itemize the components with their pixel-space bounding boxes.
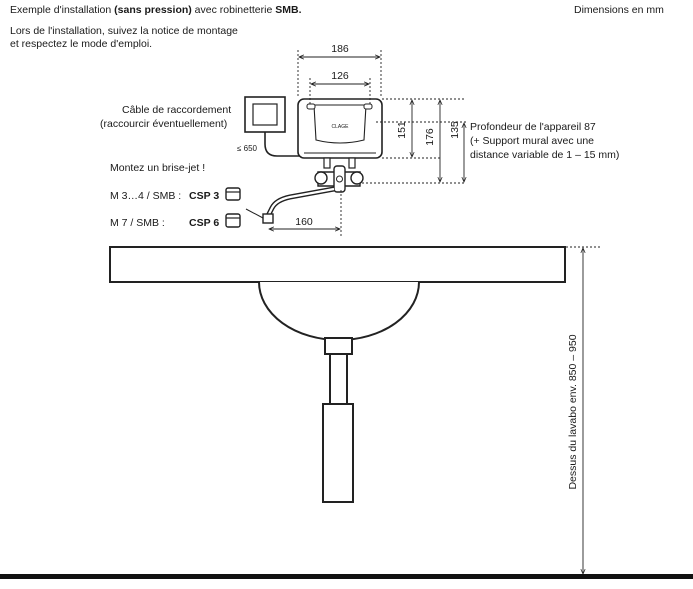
water-heater [298,99,382,158]
aerator-title: Montez un brise-jet ! [110,162,206,174]
install-note-line2: et respectez le mode d'emploi. [10,38,153,50]
model-row1: M 3…4 / SMB : [110,190,182,202]
dim-160: 160 [295,216,313,228]
spout-aerator [263,214,273,223]
aerator-csp3-icon [226,188,240,200]
siphon-body [323,404,353,502]
title-pressure: (sans pression) [114,4,192,16]
dim-186: 186 [331,43,349,55]
install-note-line1: Lors de l'installation, suivez la notice de montage [10,25,238,37]
title-mid: avec robinetterie [191,4,276,16]
dimension-spout-reach [269,190,341,236]
washbasin-bowl [259,282,419,340]
dim-151: 151 [396,121,408,139]
part-row2: CSP 6 [189,217,220,229]
brand-label: CLAGE [331,124,349,130]
dim-135: 135 [449,121,461,139]
depth-line1: Profondeur de l'appareil 87 [470,121,596,133]
title-model: SMB. [275,4,302,16]
dim-126: 126 [331,70,349,82]
title-prefix: Exemple d'installation [10,4,115,16]
drain-pipe [330,354,347,404]
cable-label-line2: (raccourcir éventuellement) [100,118,228,130]
cable-label-line1: Câble de raccordement [122,104,232,116]
floor-line [0,574,693,579]
depth-line3: distance variable de 1 – 15 mm) [470,149,620,161]
drain-nut [325,338,352,354]
junction-box [245,97,285,132]
depth-line2: (+ Support mural avec une [470,135,595,147]
units-label: Dimensions en mm [574,4,664,16]
basin-height-label: Dessus du lavabo env. 850 – 950 [567,334,579,490]
valve-assembly [315,158,363,192]
part-row1: CSP 3 [189,190,220,202]
aerator-csp6-icon [226,214,240,227]
connection-cable [265,132,300,156]
dim-176: 176 [424,128,436,146]
cable-length-max: ≤ 650 [237,144,257,153]
aerator-leader [246,209,263,218]
washbasin-rim [110,247,565,282]
model-row2: M 7 / SMB : [110,217,165,229]
